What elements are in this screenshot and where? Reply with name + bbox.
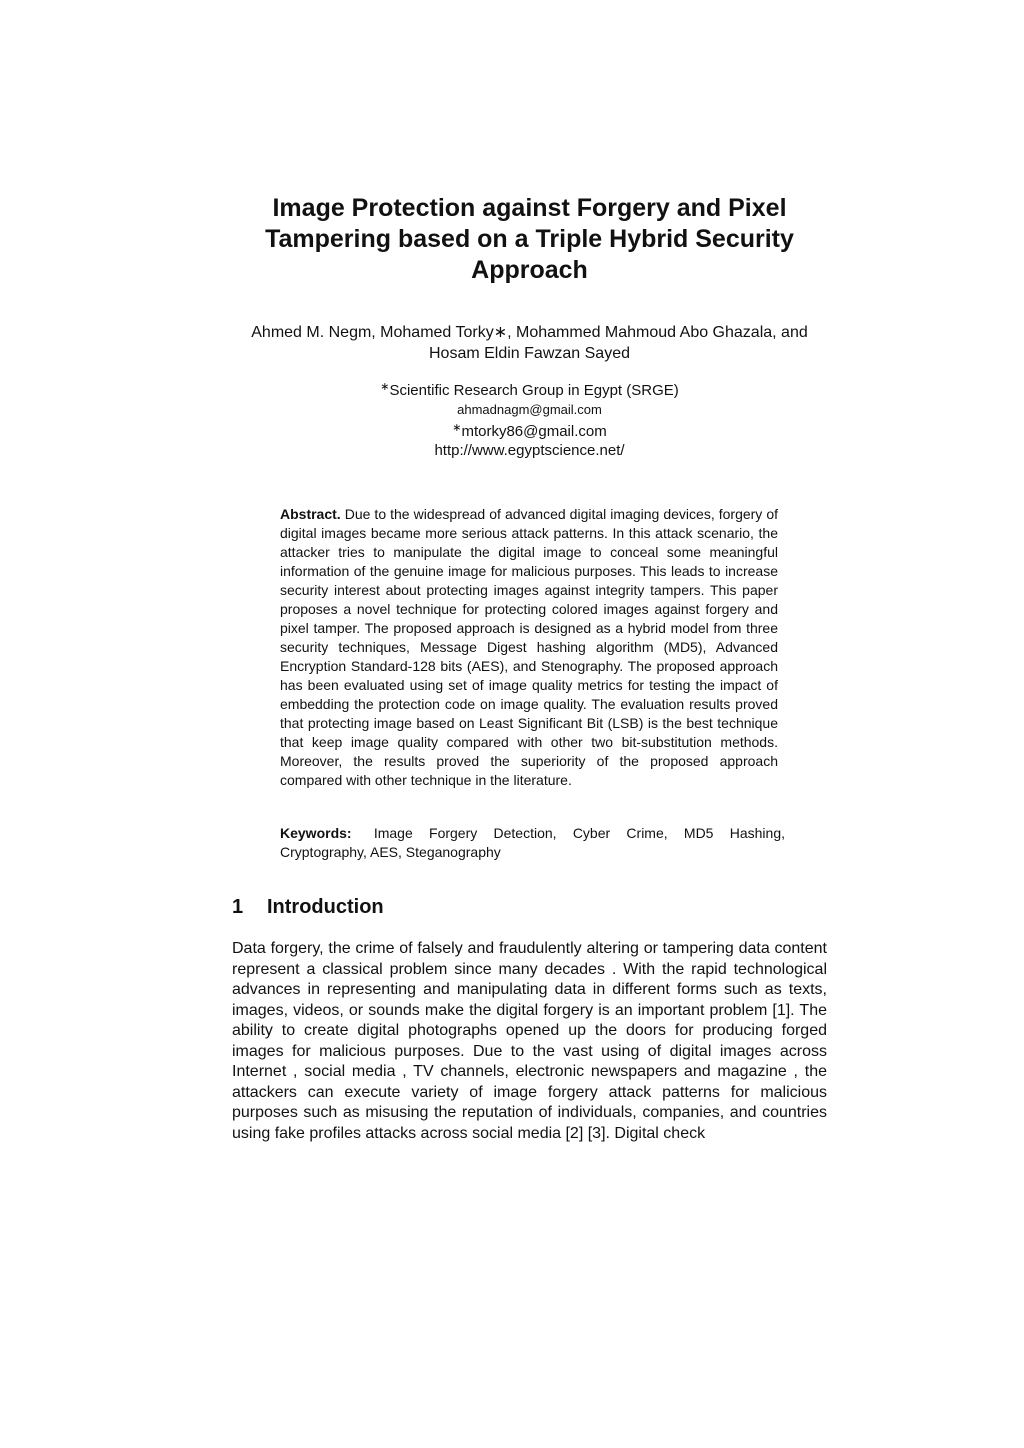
authors-line-1: Ahmed M. Negm, Mohamed Torky∗, Mohammed Mahmoud Abo Ghazala, and — [251, 324, 808, 341]
section-title: Introduction — [267, 896, 384, 918]
keywords-label: Keywords: — [280, 825, 352, 841]
authors-line-2: Hosam Eldin Fawzan Sayed — [429, 345, 630, 362]
abstract-label: Abstract. — [280, 506, 341, 522]
abstract-text: Due to the widespread of advanced digital imaging devices, forgery of digital images became more serious attack patterns. In this attack scenario, the attacker tries to manipulate the digital image to conceal some meaningful information of the genuine image for malicious purposes. This leads to increase security interest about protecting images against integrity tampers. This paper proposes a novel technique for protecting colored images against forgery and pixel tamper. The proposed approach is designed as a hybrid model from three security techniques, Message Digest hashing algorithm (MD5), Advanced Encryption Standard-128 bits (AES), and Stenography. The proposed approach has been evaluated using set of image quality metrics for testing the impact of embedding the protection code on image quality. The evaluation results proved that protecting image based on Least Significant Bit (LSB) is the best technique that keep image quality compared with other two bit-substitution methods. Moreover, the results proved the superiority of the proposed approach compared with other technique in the literature. — [280, 506, 779, 788]
email-2[interactable]: mtorky86@gmail.com — [461, 423, 607, 440]
email-2-mark: ∗ — [452, 422, 462, 434]
keywords-text: Image Forgery Detection, Cyber Crime, MD5 Hashing, Cryptography, AES, Steganography — [280, 825, 785, 860]
keywords — [280, 824, 785, 862]
affiliation-org: Scientific Research Group in Egypt (SRGE) — [389, 382, 679, 399]
paper-title: Image Protection against Forgery and Pixel Tampering based on a Triple Hybrid Security Approach — [265, 194, 794, 284]
author-list — [232, 322, 827, 364]
email-2-line — [232, 419, 827, 441]
section-heading — [232, 894, 384, 920]
affiliation-block — [232, 378, 827, 460]
introduction-paragraph: Data forgery, the crime of falsely and fraudulently altering or tampering data content represent a classical problem since many decades . With the rapid technological advances in representing and manipulating data in different forms such as texts, images, videos, or sounds make the digital forgery is an important problem [1]. The ability to create digital photographs opened up the doors for producing forged images for malicious purposes. Due to the vast using of digital images across Internet , social media , TV channels, electronic newspapers and magazine , the attackers can execute variety of image forgery attack patterns for malicious purposes such as misusing the reputation of individuals, companies, and countries using fake profiles attacks across social media [2] [3]. Digital check — [232, 940, 827, 1142]
affiliation-mark: ∗ — [380, 381, 390, 393]
abstract — [280, 505, 778, 790]
website-url[interactable]: http://www.egyptscience.net/ — [434, 442, 625, 459]
section-number: 1 — [232, 896, 244, 918]
affiliation-org-line — [232, 378, 827, 400]
email-1[interactable]: ahmadnagm@gmail.com — [457, 402, 602, 417]
